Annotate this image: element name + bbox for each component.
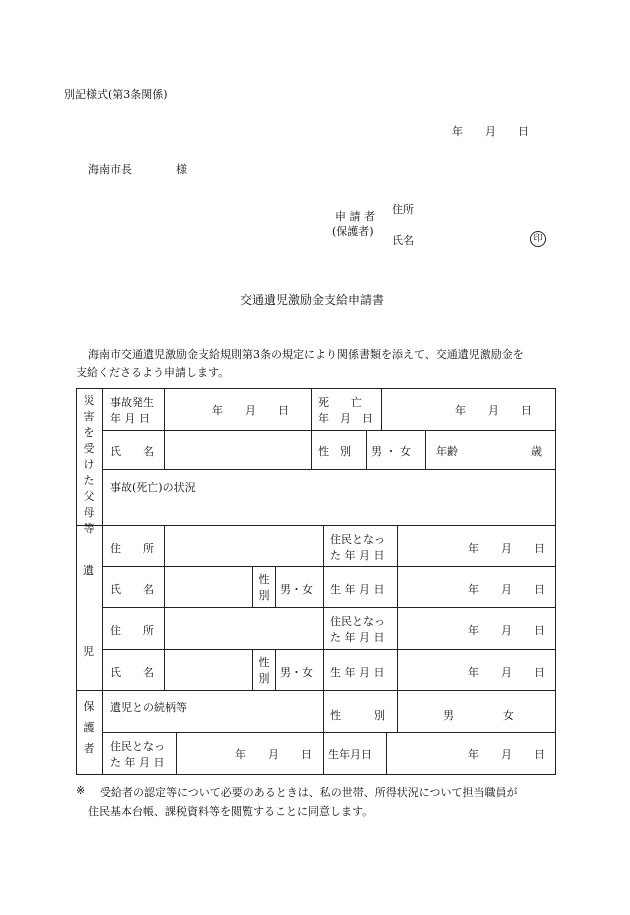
parent-age-label: 年齢	[436, 445, 458, 458]
seal-mark: 印	[530, 231, 546, 247]
guardian-resident-label-1: 住民となっ	[110, 740, 165, 753]
child1-resident-label-1: 住民となっ	[330, 533, 385, 546]
child2-birth-label: 生 年 月 日	[330, 666, 385, 679]
accident-date-label-1: 事故発生	[110, 396, 154, 409]
guardian-sex-male[interactable]: 男	[443, 709, 454, 722]
parent-name-label: 氏 名	[110, 445, 154, 458]
form-reference: 別記様式(第3条関係)	[64, 88, 168, 101]
applicant-address-label: 住所	[392, 203, 414, 216]
guardian-relation-label: 遺児との続柄等	[110, 701, 187, 714]
child1-address-label: 住 所	[110, 542, 154, 555]
child2-resident-label-2: た 年 月 日	[330, 631, 385, 644]
applicant-name-label: 氏名	[392, 234, 414, 247]
child2-resident-date-value[interactable]: 年 月 日	[468, 624, 545, 637]
section-label-child-2: 児	[83, 645, 94, 658]
parent-sex-value[interactable]: 男 ・ 女	[371, 445, 411, 458]
guardian-sex-female[interactable]: 女	[503, 709, 514, 722]
child2-address-label: 住 所	[110, 624, 154, 637]
child2-name-label: 氏 名	[110, 666, 154, 679]
child1-resident-label-2: た 年 月 日	[330, 549, 385, 562]
footnote-line-1: 受給者の認定等について必要のあるときは、私の世帯、所得状況について担当職員が	[100, 786, 518, 799]
form-title: 交通遺児激励金支給申請書	[240, 293, 385, 307]
accident-date-value[interactable]: 年 月 日	[212, 404, 289, 417]
child2-sex-label: 性別	[258, 656, 270, 685]
parent-sex-label: 性 別	[318, 445, 351, 458]
footnote-mark: ※	[76, 784, 86, 797]
guardian-birth-date-value[interactable]: 年 月 日	[468, 748, 545, 761]
child1-sex-value[interactable]: 男・女	[280, 583, 313, 596]
section-label-child-1: 遺	[83, 564, 94, 577]
date-line: 年 月 日	[452, 125, 529, 138]
accident-date-label-2: 年 月 日	[110, 412, 150, 425]
accident-situation-label: 事故(死亡)の状況	[110, 481, 196, 494]
section-label-parent: 災害を受けた父母等	[83, 394, 95, 535]
child1-sex-label: 性別	[258, 573, 270, 602]
applicant-sub-label: (保護者)	[332, 225, 374, 238]
body-text-line-1: 海南市交通遺児激励金支給規則第3条の規定により関係書類を添えて、交通遺児激励金を	[88, 348, 524, 361]
child1-birth-label: 生 年 月 日	[330, 583, 385, 596]
parent-age-unit: 歳	[531, 445, 542, 458]
child2-birth-date-value[interactable]: 年 月 日	[468, 666, 545, 679]
child1-resident-date-value[interactable]: 年 月 日	[468, 542, 545, 555]
applicant-label: 申 請 者	[335, 210, 375, 223]
guardian-birth-label: 生年月日	[328, 748, 372, 761]
addressee: 海南市長 様	[88, 163, 187, 176]
child1-birth-date-value[interactable]: 年 月 日	[468, 583, 545, 596]
guardian-sex-label: 性 別	[330, 709, 385, 722]
footnote-line-2: 住民基本台帳、課税資料等を閲覧することに同意します。	[88, 805, 374, 818]
section-label-guardian: 保護者	[83, 700, 95, 755]
death-date-label-2: 年 月 日	[318, 412, 373, 425]
child1-name-label: 氏 名	[110, 583, 154, 596]
guardian-resident-date-value[interactable]: 年 月 日	[235, 748, 312, 761]
guardian-resident-label-2: た 年 月 日	[110, 756, 165, 769]
death-date-label-1: 死 亡	[318, 396, 362, 409]
child2-resident-label-1: 住民となっ	[330, 615, 385, 628]
body-text-line-2: 支給くださるよう申請します。	[76, 366, 230, 379]
death-date-value[interactable]: 年 月 日	[455, 404, 532, 417]
child2-sex-value[interactable]: 男・女	[280, 666, 313, 679]
